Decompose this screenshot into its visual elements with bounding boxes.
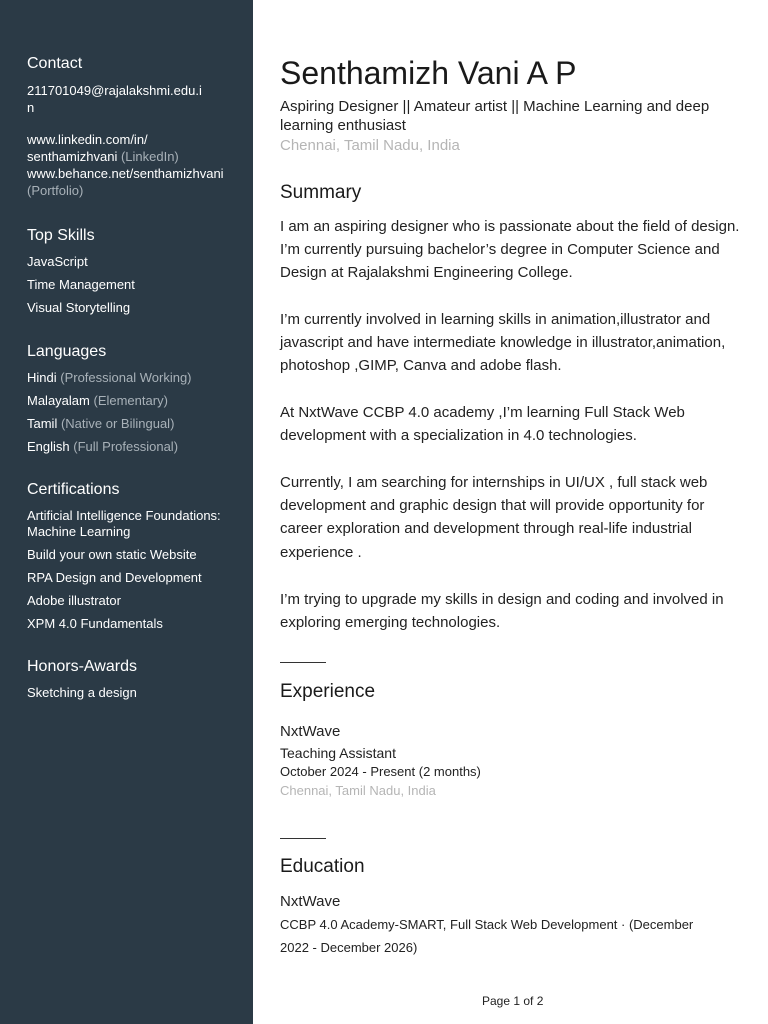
contact-email[interactable]: 211701049@rajalakshmi.edu.in <box>27 83 202 115</box>
experience-heading: Experience <box>280 681 376 702</box>
certification-item: RPA Design and Development <box>27 570 202 585</box>
section-divider <box>280 838 326 839</box>
education-heading: Education <box>280 856 365 877</box>
summary-paragraph: I’m currently involved in learning skills in animation,illustrator and javascript and have intermediate knowledge in illustrator,animation, photoshop ,GIMP, Canva and adobe flash. <box>280 311 726 375</box>
sidebar <box>0 0 253 1024</box>
experience-role: Teaching Assistant <box>280 745 396 761</box>
languages-section <box>27 342 242 462</box>
language-name: Tamil <box>27 416 58 431</box>
linkedin-link[interactable] <box>27 131 242 165</box>
top-skills-heading: Top Skills <box>27 227 95 244</box>
summary-heading: Summary <box>280 182 362 203</box>
certification-item: Artificial Intelligence Foundations: Machine Learning <box>27 508 221 539</box>
profile-location: Chennai, Tamil Nadu, India <box>280 137 460 154</box>
honors-section <box>27 657 242 708</box>
language-name: Malayalam <box>27 393 90 408</box>
summary-paragraph: I’m trying to upgrade my skills in design and coding and involved in exploring emerging technologies. <box>280 591 724 632</box>
experience-dates: October 2024 - Present (2 months) <box>280 764 481 779</box>
language-item <box>27 439 242 455</box>
profile-name: Senthamizh Vani A P <box>280 55 577 91</box>
experience-company: NxtWave <box>280 723 341 740</box>
contact-heading: Contact <box>27 55 83 72</box>
summary-paragraph: At NxtWave CCBP 4.0 academy ,I’m learning Full Stack Web development with a specialization in 4.0 technologies. <box>280 404 685 445</box>
top-skills-section <box>27 226 242 323</box>
experience-location: Chennai, Tamil Nadu, India <box>280 783 436 798</box>
language-level: (Professional Working) <box>60 370 192 385</box>
language-level: (Full Professional) <box>73 439 179 454</box>
linkedin-url-line2: senthamizhvani <box>27 149 118 164</box>
linkedin-url-line1: www.linkedin.com/in/ <box>27 132 148 147</box>
certifications-heading: Certifications <box>27 481 120 498</box>
certification-item: XPM 4.0 Fundamentals <box>27 616 163 631</box>
certifications-section <box>27 480 242 639</box>
portfolio-link[interactable] <box>27 165 242 199</box>
summary-paragraph: I am an aspiring designer who is passionate about the field of design. I’m currently pursuing bachelor’s degree in Computer Science and Design at Rajalakshmi Engineering College. <box>280 218 740 282</box>
honor-item: Sketching a design <box>27 685 137 700</box>
language-name: English <box>27 439 70 454</box>
education-detail: CCBP 4.0 Academy-SMART, Full Stack Web Development · (December 2022 - December 2026) <box>280 917 694 955</box>
language-item <box>27 416 242 432</box>
language-item <box>27 370 242 386</box>
skill-item: Time Management <box>27 277 135 292</box>
language-name: Hindi <box>27 370 57 385</box>
language-item <box>27 393 242 409</box>
certification-item: Build your own static Website <box>27 547 197 562</box>
skill-item: JavaScript <box>27 254 88 269</box>
profile-headline: Aspiring Designer || Amateur artist || Machine Learning and deep learning enthusiast <box>280 98 710 134</box>
portfolio-url: www.behance.net/senthamizhvani <box>27 166 224 181</box>
section-divider <box>280 662 326 663</box>
education-school: NxtWave <box>280 893 341 910</box>
language-level: (Native or Bilingual) <box>60 416 175 431</box>
skill-item: Visual Storytelling <box>27 300 131 315</box>
languages-heading: Languages <box>27 343 107 360</box>
language-level: (Elementary) <box>93 393 168 408</box>
honors-heading: Honors-Awards <box>27 658 137 675</box>
contact-section <box>27 54 242 199</box>
portfolio-label: (Portfolio) <box>27 183 84 198</box>
page-number: Page 1 of 2 <box>482 994 544 1008</box>
linkedin-label: (LinkedIn) <box>120 149 179 164</box>
certification-item: Adobe illustrator <box>27 593 121 608</box>
summary-paragraph: Currently, I am searching for internships in UI/UX , full stack web development and graphic design that will provide opportunity for career exploration and development through real-life industrial experience . <box>280 474 708 561</box>
